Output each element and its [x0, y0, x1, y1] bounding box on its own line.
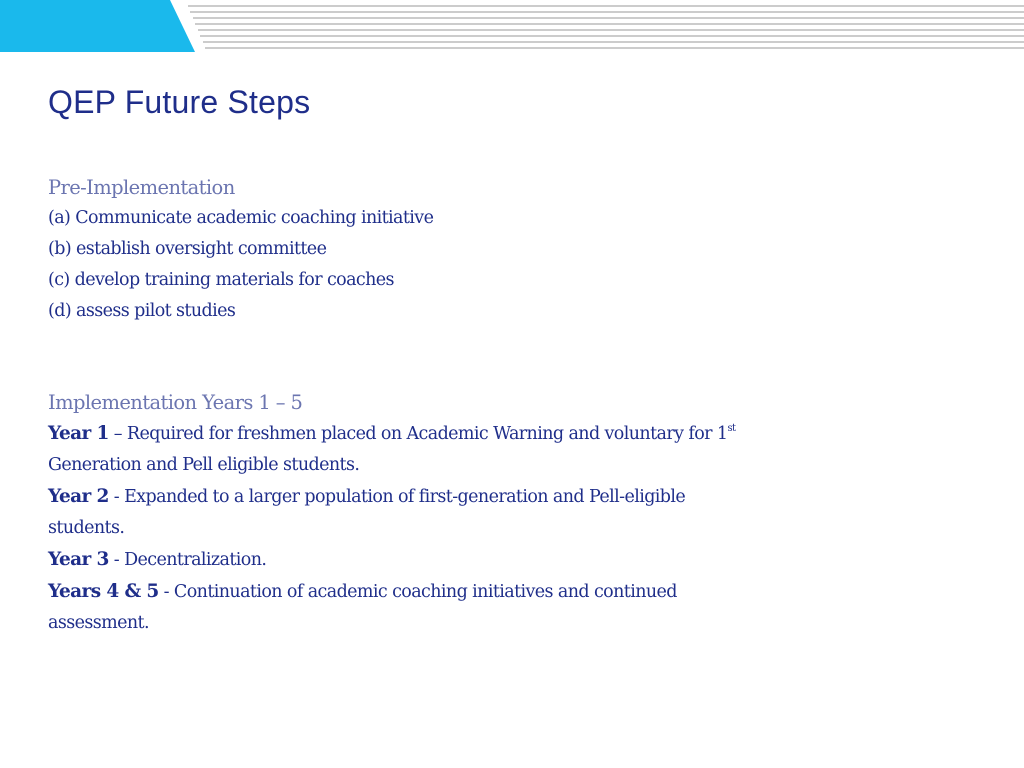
years-4-5-label: Years 4 & 5	[48, 581, 159, 602]
year-1-text: – Required for freshmen placed on Academic Warning and voluntary for 1	[108, 424, 728, 444]
years-4-5-line	[48, 576, 848, 608]
year-1-line	[48, 418, 848, 450]
year-2-text: - Expanded to a larger population of first-generation and Pell-eligible	[108, 487, 686, 507]
year-2-line	[48, 481, 848, 513]
year-1-label: Year 1	[48, 423, 109, 444]
year-2-label: Year 2	[48, 486, 109, 507]
pre-implementation-item-c: (c) develop training materials for coaches	[48, 270, 394, 290]
banner-accent-shape	[0, 0, 195, 52]
implementation-heading: Implementation Years 1 – 5	[48, 391, 303, 414]
pre-implementation-item-d: (d) assess pilot studies	[48, 301, 236, 321]
year-3-text: - Decentralization.	[108, 550, 267, 570]
slide-title: QEP Future Steps	[48, 84, 311, 120]
section-spacer	[48, 327, 848, 387]
year-1-continuation: Generation and Pell eligible students.	[48, 455, 360, 475]
pre-implementation-item-a: (a) Communicate academic coaching initiative	[48, 208, 434, 228]
years-4-5-text: - Continuation of academic coaching initiatives and continued	[158, 582, 677, 602]
year-3-line	[48, 544, 848, 576]
years-4-5-continuation: assessment.	[48, 613, 149, 633]
pre-implementation-heading: Pre-Implementation	[48, 176, 235, 199]
slide-body	[48, 172, 848, 639]
banner-stripes	[188, 6, 1024, 48]
year-2-continuation: students.	[48, 518, 125, 538]
pre-implementation-item-b: (b) establish oversight committee	[48, 239, 327, 259]
year-3-label: Year 3	[48, 549, 109, 570]
year-1-superscript: st	[727, 423, 736, 434]
header-banner	[0, 0, 1024, 55]
